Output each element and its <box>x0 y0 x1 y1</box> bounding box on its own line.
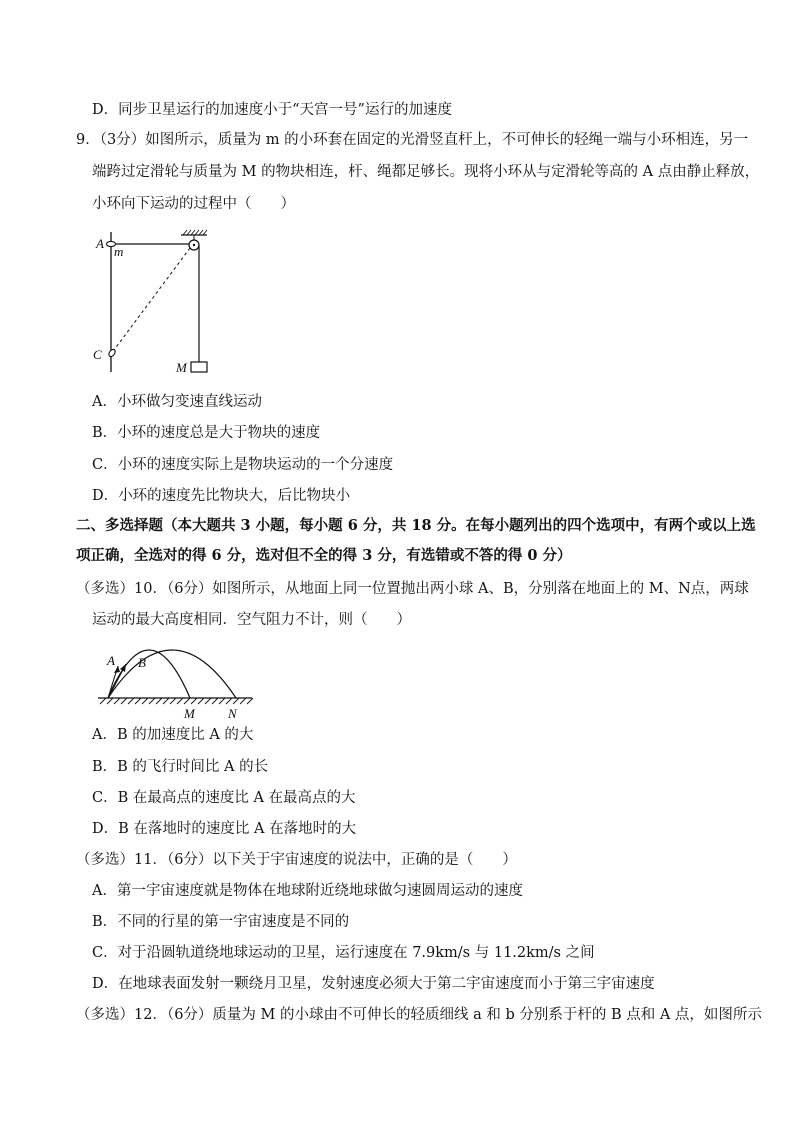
q9-label-big-m: M <box>176 360 187 375</box>
q11-option-d: D．在地球表面发射一颗绕月卫星，发射速度必须大于第二宇宙速度而小于第三宇宙速度 <box>92 976 655 992</box>
q10-ground-hatch <box>100 698 253 704</box>
q9-block-m <box>191 362 207 372</box>
q9-figure <box>90 226 230 376</box>
q9-rope-dashed <box>114 248 190 350</box>
q9-option-a: A．小环做匀变速直线运动 <box>92 394 262 410</box>
q9-stem-line2: 端跨过定滑轮与质量为 M 的物块相连，杆、绳都足够长。现将小环从与定滑轮等高的 A 点由静止释放， <box>92 164 760 180</box>
q9-ceiling-hatch <box>183 230 207 235</box>
q10-trajectory-b <box>108 650 236 698</box>
q10-stem-line1: （多选）10．（6分）如图所示，从地面上同一位置抛出两小球 A、B，分别落在地面上的 M、N点，两球 <box>76 581 749 597</box>
q11-stem: （多选）11．（6分）以下关于宇宙速度的说法中，正确的是（ ） <box>76 852 517 868</box>
q9-option-c: C．小环的速度实际上是物块运动的一个分速度 <box>92 457 394 473</box>
q10-figure <box>92 638 262 720</box>
section2-heading-line2: 项正确，全选对的得 6 分，选对但不全的得 3 分，有选错或不答的得 0 分） <box>76 547 572 564</box>
q10-label-n: N <box>228 706 237 721</box>
q9-label-m: m <box>114 244 124 259</box>
q11-option-a: A．第一宇宙速度就是物体在地球附近绕地球做匀速圆周运动的速度 <box>92 883 523 899</box>
q8-option-d: D．同步卫星运行的加速度小于“天宫一号”运行的加速度 <box>92 102 452 118</box>
q9-option-b: B．小环的速度总是大于物块的速度 <box>92 425 321 441</box>
q9-ring-c <box>108 348 117 358</box>
q10-label-b: B <box>138 655 146 670</box>
q9-stem-line3: 小环向下运动的过程中（ ） <box>92 196 295 212</box>
section2-heading-line1: 二、多选择题（本大题共 3 小题，每小题 6 分，共 18 分。在每小题列出的四个选项中，有两个或以上选 <box>76 517 756 534</box>
q11-option-c: C．对于沿圆轨道绕地球运动的卫星，运行速度在 7.9km/s 与 11.2km/s 之间 <box>92 945 595 961</box>
q10-option-d: D．B 在落地时的速度比 A 在落地时的大 <box>92 821 357 837</box>
q9-label-c: C <box>93 347 102 362</box>
q10-stem-line2: 运动的最大高度相同．空气阻力不计，则（ ） <box>92 612 411 628</box>
q10-label-a: A <box>107 653 115 668</box>
q11-option-b: B．不同的行星的第一宇宙速度是不同的 <box>92 914 350 930</box>
q10-option-a: A．B 的加速度比 A 的大 <box>92 727 254 743</box>
q12-stem-line1: （多选）12．（6分）质量为 M 的小球由不可伸长的轻质细线 a 和 b 分别系于杆的 B 点和 A 点，如图所示 <box>76 1007 762 1023</box>
q9-label-a: A <box>96 236 104 251</box>
q10-option-b: B．B 的飞行时间比 A 的长 <box>92 759 269 775</box>
q9-stem-line1: 9．（3分）如图所示，质量为 m 的小环套在固定的光滑竖直杆上，不可伸长的轻绳一端与小环相连，另一 <box>76 132 749 148</box>
q9-option-d: D．小环的速度先比物块大，后比物块小 <box>92 488 351 504</box>
q10-label-m: M <box>184 706 195 721</box>
q10-option-c: C．B 在最高点的速度比 A 在最高点的大 <box>92 790 356 806</box>
